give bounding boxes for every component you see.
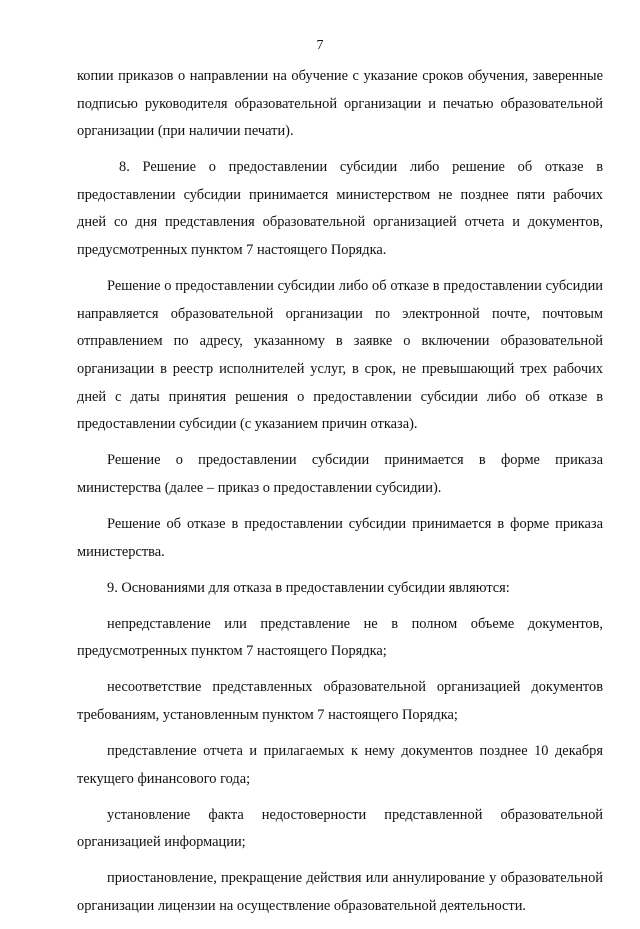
paragraph-ground-inaccurate-info: установление факта недостоверности представленной образовательной организацией информации; <box>77 806 603 851</box>
paragraph-item-9-grounds: 9. Основаниями для отказа в предоставлении субсидии являются: <box>107 579 510 596</box>
paragraph-ground-non-submission: непредставление или представление не в полном объеме документов, предусмотренных пунктом 7 настоящего Порядка; <box>77 615 603 660</box>
page-number: 7 <box>316 38 324 53</box>
paragraph-refusal-form-order: Решение об отказе в предоставлении субсидии принимается в форме приказа министерства. <box>77 515 603 560</box>
paragraph-item-8-decision: 8. Решение о предоставлении субсидии либо решение об отказе в предоставлении субсидии принимается министерством не позднее пяти рабочих дней со дня представления образовательной организацией отчета и документов, предусмотренных пунктом 7 настоящего Порядка. <box>77 159 603 259</box>
paragraph-copies-of-orders: копии приказов о направлении на обучение с указание сроков обучения, заверенные подписью руководителя образовательной организации и печатью образовательной организации (при наличии печати). <box>77 68 603 140</box>
paragraph-decision-form-order: Решение о предоставлении субсидии принимается в форме приказа министерства (далее – приказ о предоставлении субсидии). <box>77 452 603 496</box>
paragraph-ground-license-suspension: приостановление, прекращение действия или аннулирование у образовательной организации лицензии на осуществление образовательной деятельности. <box>77 870 603 915</box>
document-body <box>77 63 603 929</box>
paragraph-ground-non-compliance: несоответствие представленных образовательной организацией документов требованиям, установленным пунктом 7 настоящего Порядка; <box>77 679 603 723</box>
paragraph-ground-late-report: представление отчета и прилагаемых к нему документов позднее 10 декабря текущего финансового года; <box>77 743 603 787</box>
paragraph-decision-sending: Решение о предоставлении субсидии либо об отказе в предоставлении субсидии направляется образовательной организации по электронной почте, почтовым отправлением по адресу, указанному в заявке о включении образовательной организации в реестр исполнителей услуг, в срок, не превышающий трех рабочих дней с даты принятия решения о предоставлении субсидии либо об отказе в предоставлении субсидии (с указанием причин отказа). <box>77 278 603 433</box>
